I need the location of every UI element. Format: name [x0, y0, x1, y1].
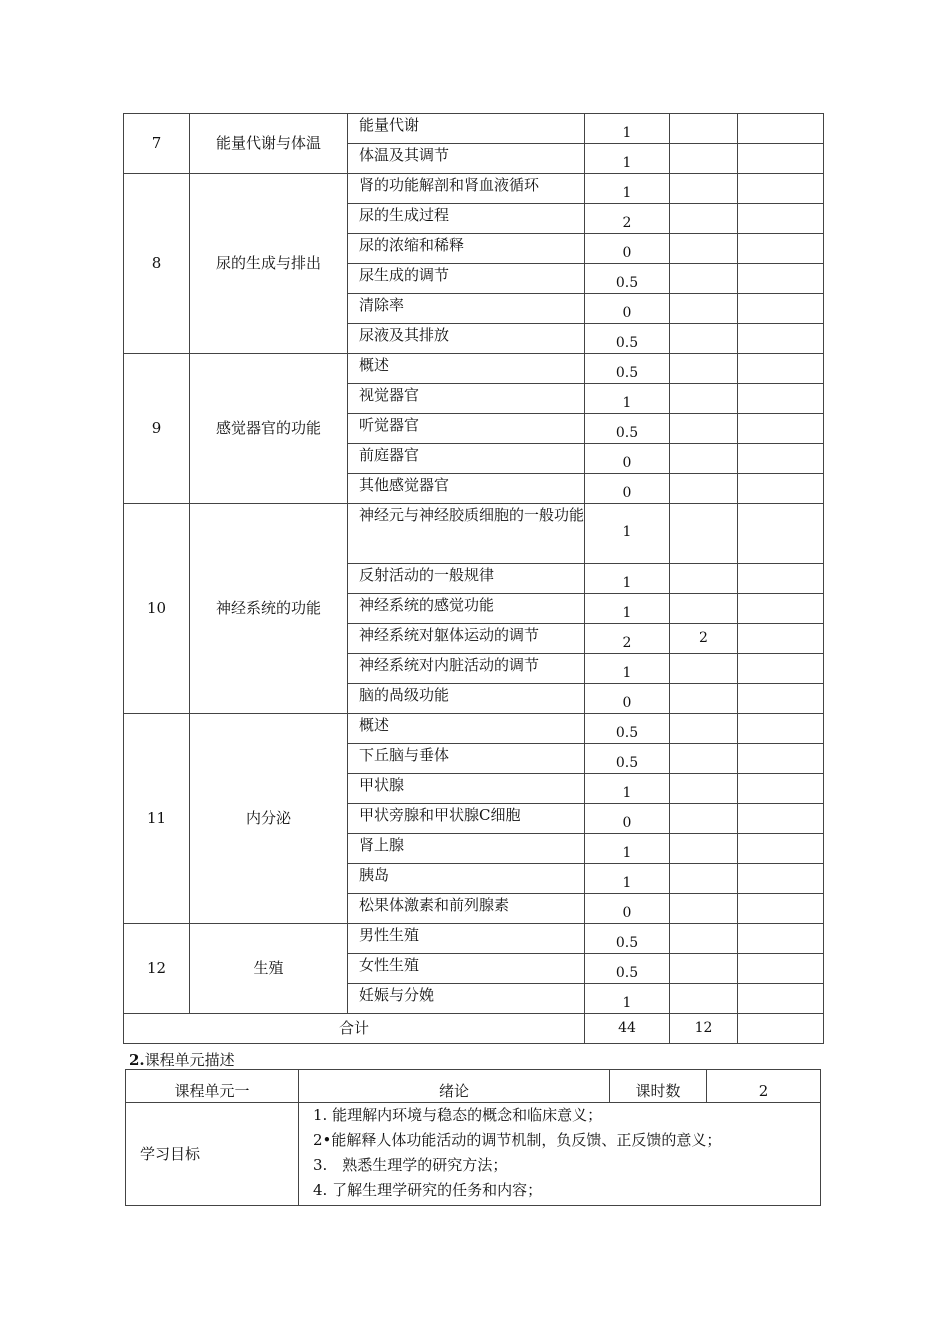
notes-cell — [738, 384, 824, 414]
notes-cell — [738, 354, 824, 384]
table-row — [124, 504, 824, 564]
hours-cell: 0.5 — [585, 954, 670, 984]
practice-hours-cell — [670, 804, 738, 834]
total-practice-cell: 12 — [670, 1014, 738, 1044]
hours-cell: 0.5 — [585, 264, 670, 294]
practice-hours-cell — [670, 234, 738, 264]
unit-name-cell: 生殖 — [190, 924, 348, 1014]
practice-hours-cell — [670, 984, 738, 1014]
learning-goal-item: 4. 了解生理学研究的任务和内容； — [313, 1181, 543, 1199]
hours-cell: 1 — [585, 144, 670, 174]
practice-hours-cell — [670, 654, 738, 684]
notes-cell — [738, 954, 824, 984]
notes-cell — [738, 984, 824, 1014]
practice-hours-cell — [670, 564, 738, 594]
table-row — [124, 114, 824, 144]
practice-hours-cell — [670, 954, 738, 984]
total-label-cell: 合计 — [124, 1014, 585, 1044]
hours-cell: 1 — [585, 594, 670, 624]
unit-label-cell: 课程单元一 — [126, 1070, 299, 1103]
topic-cell: 胰岛 — [348, 864, 585, 894]
practice-hours-cell: 2 — [670, 624, 738, 654]
hours-cell: 0 — [585, 684, 670, 714]
notes-cell — [738, 414, 824, 444]
unit-name-cell: 内分泌 — [190, 714, 348, 924]
unit-name-cell: 能量代谢与体温 — [190, 114, 348, 174]
notes-cell — [738, 504, 824, 564]
hours-cell: 2 — [585, 204, 670, 234]
unit-number-cell: 12 — [124, 924, 190, 1014]
notes-cell — [738, 624, 824, 654]
hours-cell: 1 — [585, 564, 670, 594]
practice-hours-cell — [670, 294, 738, 324]
topic-cell: 能量代谢 — [348, 114, 585, 144]
table-row — [124, 174, 824, 204]
practice-hours-cell — [670, 774, 738, 804]
topic-cell: 肾的功能解剖和肾血液循环 — [348, 174, 585, 204]
hours-cell: 0.5 — [585, 924, 670, 954]
unit-name-cell: 神经系统的功能 — [190, 504, 348, 714]
notes-cell — [738, 234, 824, 264]
unit-name-cell: 感觉器官的功能 — [190, 354, 348, 504]
notes-cell — [738, 864, 824, 894]
unit-number-cell: 9 — [124, 354, 190, 504]
section-title: 2.课程单元描述 — [129, 1051, 235, 1069]
practice-hours-cell — [670, 474, 738, 504]
topic-cell: 男性生殖 — [348, 924, 585, 954]
practice-hours-cell — [670, 414, 738, 444]
topic-cell: 女性生殖 — [348, 954, 585, 984]
table-row — [124, 714, 824, 744]
notes-cell — [738, 144, 824, 174]
learning-goal-item: 2•能解释人体功能活动的调节机制，负反馈、正反馈的意义； — [313, 1131, 722, 1149]
hours-cell: 0 — [585, 804, 670, 834]
topic-cell: 神经系统对躯体运动的调节 — [348, 624, 585, 654]
learning-goals-label: 学习目标 — [126, 1103, 299, 1206]
hours-cell: 1 — [585, 834, 670, 864]
unit-header-row — [126, 1070, 821, 1103]
notes-cell — [738, 444, 824, 474]
topic-cell: 松果体激素和前列腺素 — [348, 894, 585, 924]
unit-number-cell: 10 — [124, 504, 190, 714]
hours-cell: 0 — [585, 444, 670, 474]
hours-cell: 1 — [585, 864, 670, 894]
hours-cell: 0.5 — [585, 744, 670, 774]
hours-cell: 1 — [585, 114, 670, 144]
practice-hours-cell — [670, 714, 738, 744]
topic-cell: 神经元与神经胶质细胞的一般功能 — [348, 504, 585, 564]
topic-cell: 反射活动的一般规律 — [348, 564, 585, 594]
topic-cell: 尿生成的调节 — [348, 264, 585, 294]
topic-cell: 概述 — [348, 714, 585, 744]
practice-hours-cell — [670, 324, 738, 354]
practice-hours-cell — [670, 264, 738, 294]
hours-value-cell: 2 — [707, 1070, 821, 1103]
practice-hours-cell — [670, 444, 738, 474]
topic-cell: 听觉器官 — [348, 414, 585, 444]
practice-hours-cell — [670, 204, 738, 234]
topic-cell: 视觉器官 — [348, 384, 585, 414]
topic-cell: 神经系统对内脏活动的调节 — [348, 654, 585, 684]
hours-cell: 0 — [585, 294, 670, 324]
unit-name-cell: 绪论 — [299, 1070, 610, 1103]
notes-cell — [738, 714, 824, 744]
notes-cell — [738, 924, 824, 954]
practice-hours-cell — [670, 594, 738, 624]
course-unit-table — [125, 1069, 821, 1206]
topic-cell: 前庭器官 — [348, 444, 585, 474]
hours-cell: 1 — [585, 654, 670, 684]
practice-hours-cell — [670, 174, 738, 204]
practice-hours-cell — [670, 744, 738, 774]
practice-hours-cell — [670, 114, 738, 144]
topic-cell: 妊娠与分娩 — [348, 984, 585, 1014]
hours-cell: 0.5 — [585, 414, 670, 444]
practice-hours-cell — [670, 894, 738, 924]
notes-cell — [738, 294, 824, 324]
unit-number-cell: 7 — [124, 114, 190, 174]
learning-goal-item: 1. 能理解内环境与稳态的概念和临床意义； — [313, 1106, 603, 1124]
notes-cell — [738, 324, 824, 354]
hours-cell: 1 — [585, 504, 670, 564]
practice-hours-cell — [670, 684, 738, 714]
hours-cell: 2 — [585, 624, 670, 654]
unit-number-cell: 8 — [124, 174, 190, 354]
notes-cell — [738, 204, 824, 234]
notes-cell — [738, 174, 824, 204]
notes-cell — [738, 264, 824, 294]
topic-cell: 甲状腺 — [348, 774, 585, 804]
topic-cell: 尿的生成过程 — [348, 204, 585, 234]
notes-cell — [738, 894, 824, 924]
topic-cell: 尿液及其排放 — [348, 324, 585, 354]
learning-goals-row — [126, 1103, 821, 1206]
hours-cell: 0.5 — [585, 324, 670, 354]
table-row — [124, 924, 824, 954]
total-notes-cell — [738, 1014, 824, 1044]
hours-cell: 0.5 — [585, 714, 670, 744]
topic-cell: 甲状旁腺和甲状腺C细胞 — [348, 804, 585, 834]
practice-hours-cell — [670, 384, 738, 414]
topic-cell: 其他感觉器官 — [348, 474, 585, 504]
notes-cell — [738, 744, 824, 774]
topic-cell: 概述 — [348, 354, 585, 384]
hours-cell: 1 — [585, 384, 670, 414]
topic-cell: 清除率 — [348, 294, 585, 324]
course-hours-table — [123, 113, 824, 1044]
notes-cell — [738, 564, 824, 594]
table-row — [124, 354, 824, 384]
notes-cell — [738, 684, 824, 714]
hours-label-cell: 课时数 — [610, 1070, 707, 1103]
notes-cell — [738, 654, 824, 684]
practice-hours-cell — [670, 144, 738, 174]
practice-hours-cell — [670, 834, 738, 864]
topic-cell: 下丘脑与垂体 — [348, 744, 585, 774]
hours-cell: 0 — [585, 474, 670, 504]
practice-hours-cell — [670, 924, 738, 954]
topic-cell: 神经系统的感觉功能 — [348, 594, 585, 624]
practice-hours-cell — [670, 354, 738, 384]
hours-cell: 1 — [585, 984, 670, 1014]
notes-cell — [738, 804, 824, 834]
hours-cell: 0.5 — [585, 354, 670, 384]
learning-goals-cell — [299, 1103, 821, 1206]
unit-name-cell: 尿的生成与排出 — [190, 174, 348, 354]
notes-cell — [738, 474, 824, 504]
hours-cell: 0 — [585, 894, 670, 924]
notes-cell — [738, 834, 824, 864]
hours-cell: 1 — [585, 774, 670, 804]
hours-cell: 0 — [585, 234, 670, 264]
topic-cell: 脑的咼级功能 — [348, 684, 585, 714]
topic-cell: 体温及其调节 — [348, 144, 585, 174]
unit-number-cell: 11 — [124, 714, 190, 924]
notes-cell — [738, 114, 824, 144]
notes-cell — [738, 774, 824, 804]
hours-cell: 1 — [585, 174, 670, 204]
topic-cell: 尿的浓缩和稀释 — [348, 234, 585, 264]
total-hours-cell: 44 — [585, 1014, 670, 1044]
practice-hours-cell — [670, 864, 738, 894]
practice-hours-cell — [670, 504, 738, 564]
notes-cell — [738, 594, 824, 624]
learning-goal-item: 3. 熟悉生理学的研究方法； — [313, 1156, 508, 1174]
topic-cell: 肾上腺 — [348, 834, 585, 864]
total-row — [124, 1014, 824, 1044]
